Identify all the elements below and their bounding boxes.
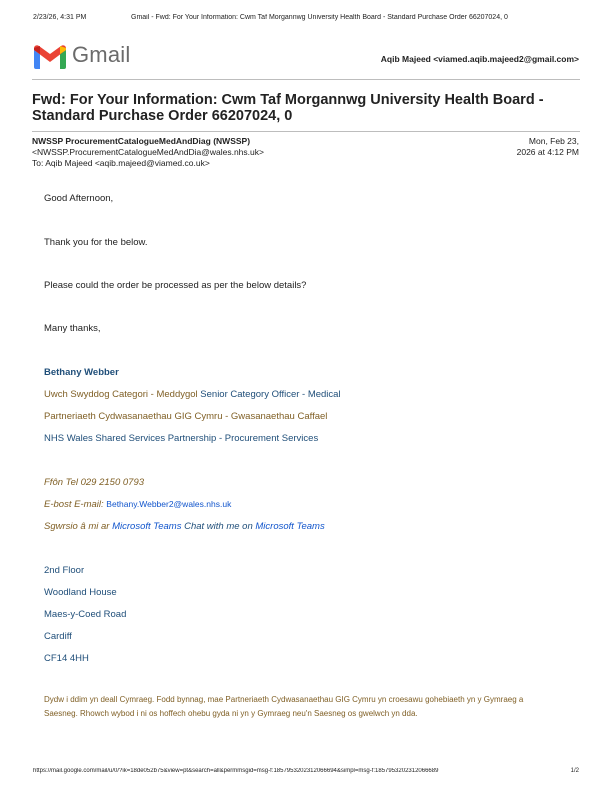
account-email: Aqib Majeed <viamed.aqib.majeed2@gmail.com> <box>380 54 579 64</box>
print-page-number: 1/2 <box>570 768 579 774</box>
header-divider <box>32 79 580 80</box>
closing: Many thanks, <box>44 323 101 334</box>
date-line1: Mon, Feb 23, <box>528 136 579 146</box>
teams-link-english[interactable]: Microsoft Teams <box>255 521 325 532</box>
print-url: https://mail.google.com/mail/u/0/?ik=18de052b75&view=pt&search=all&permmsgid=msg-f:1857953202312066694&simpl=msg-f:1857953202312066689 <box>33 768 439 774</box>
address-line-1: 2nd Floor <box>44 565 85 576</box>
sender-name: NWSSP ProcurementCatalogueMedAndDiag (NWSSP) <box>32 136 251 146</box>
teams-link-welsh[interactable]: Microsoft Teams <box>112 521 182 532</box>
thread-subject: Fwd: For Your Information: Cwm Taf Morgannwg University Health Board - Standard Purchase Order 66207024, 0 <box>32 92 544 124</box>
signature-phone: Ffôn Tel 029 2150 0793 <box>44 477 145 488</box>
signature-email-link[interactable]: Bethany.Webber2@wales.nhs.uk <box>106 499 232 509</box>
print-datetime: 2/23/26, 4:31 PM <box>33 14 87 21</box>
address-line-2: Woodland House <box>44 587 117 598</box>
print-title: Gmail - Fwd: For Your Information: Cwm Taf Morgannwg University Health Board - Standard Purchase Order 66207024, 0 <box>131 14 508 21</box>
gmail-logo-icon <box>32 43 68 71</box>
address-line-3: Maes-y-Coed Road <box>44 609 127 620</box>
greeting: Good Afternoon, <box>44 193 114 204</box>
recipient: To: Aqib Majeed <aqib.majeed@viamed.co.uk> <box>32 158 210 168</box>
gmail-wordmark: Gmail <box>72 42 131 67</box>
role-english: Senior Category Officer - Medical <box>200 389 341 400</box>
language-note <box>44 693 584 721</box>
body-paragraph-2: Please could the order be processed as per the below details? <box>44 280 307 291</box>
signature-chat-line <box>44 521 325 532</box>
date-line2: 2026 at 4:12 PM <box>516 147 579 157</box>
address-line-4: Cardiff <box>44 631 72 642</box>
email-label: E-bost E-mail: <box>44 499 104 510</box>
signature-name: Bethany Webber <box>44 367 119 378</box>
chat-mid: Chat with me on <box>184 521 253 532</box>
signature-email-line <box>44 499 231 510</box>
body-paragraph-1: Thank you for the below. <box>44 237 148 248</box>
org-english: NHS Wales Shared Services Partnership - Procurement Services <box>44 433 319 444</box>
address-line-5: CF14 4HH <box>44 653 89 664</box>
chat-prefix: Sgwrsio â mi ar <box>44 521 110 532</box>
org-welsh: Partneriaeth Cydwasanaethau GIG Cymru - Gwasanaethau Caffael <box>44 411 328 422</box>
signature-role <box>44 389 341 400</box>
subject-divider <box>32 131 580 132</box>
message-sender[interactable] <box>32 136 264 169</box>
sender-email: <NWSSP.ProcurementCatalogueMedAndDia@wales.nhs.uk> <box>32 147 264 157</box>
language-note-line-2: Saesneg. Rhowch wybod i ni os hoffech ohebu gyda ni yn y Gymraeg neu'n Saesneg os gwelwch yn dda. <box>44 709 418 718</box>
role-welsh: Uwch Swyddog Categori - Meddygol <box>44 389 198 400</box>
message-date <box>517 136 579 158</box>
language-note-line-1: Dydw i ddim yn deall Cymraeg. Fodd bynnag, mae Partneriaeth Cydwasanaethau GIG Cymru yn croesawu gohebiaeth yn y Gymraeg a <box>44 695 524 704</box>
